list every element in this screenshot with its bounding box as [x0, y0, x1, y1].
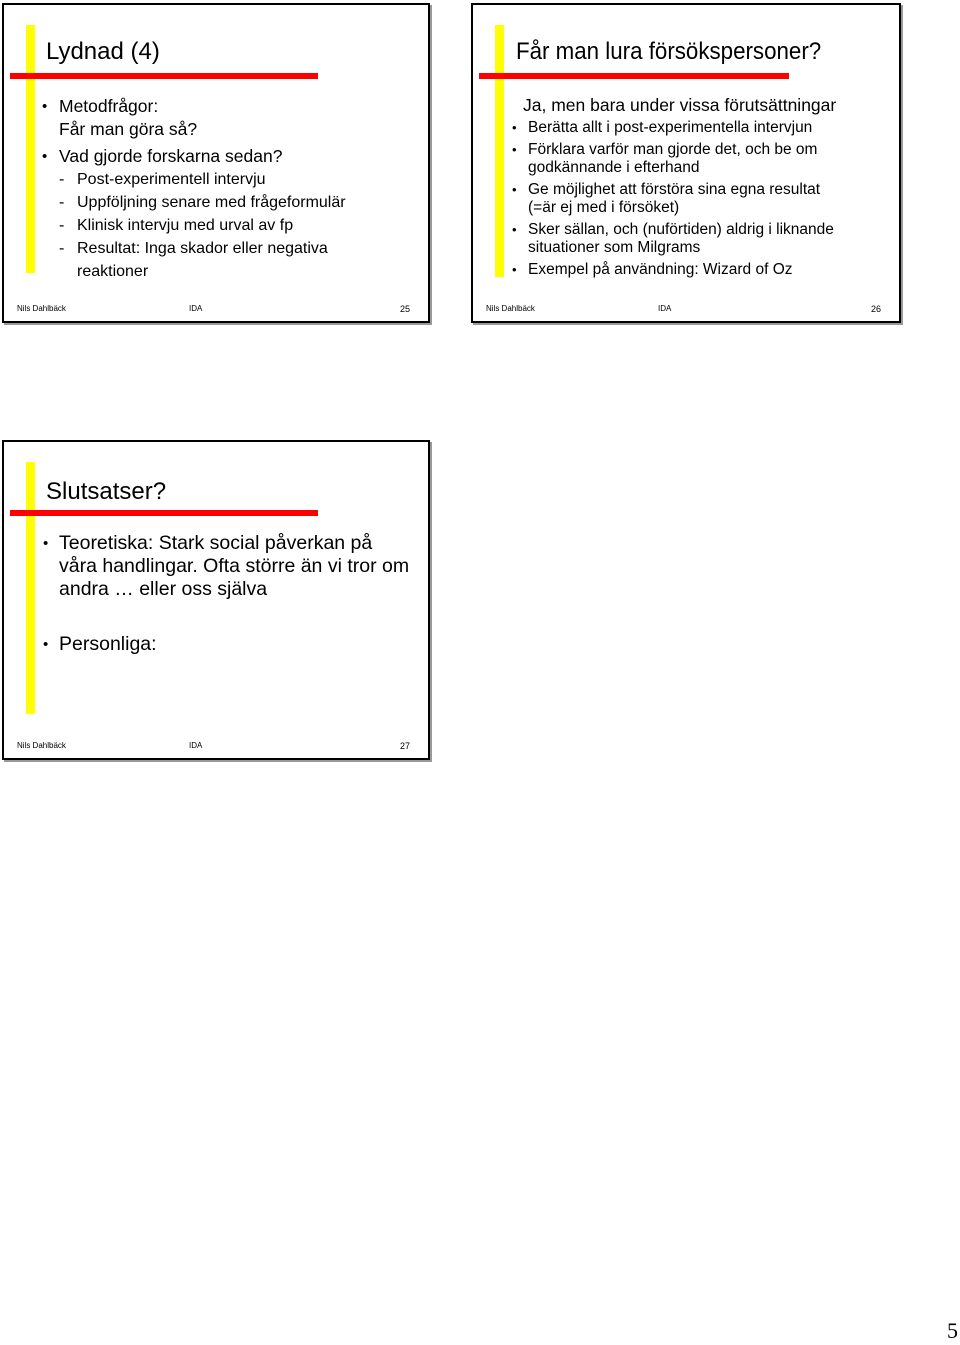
accent-bar-horizontal [10, 510, 318, 516]
sub-item-text: Resultat: Inga skador eller negativa [77, 240, 328, 257]
bullet-text: våra handlingar. Ofta större än vi tror om [59, 555, 410, 577]
slide-title: Får man lura försökspersoner? [516, 38, 822, 65]
dash-icon: - [59, 240, 65, 257]
footer-author: Nils Dahlbäck [17, 741, 66, 750]
bullet-icon: • [43, 535, 49, 552]
bullet-item [512, 181, 888, 217]
sub-item [59, 237, 419, 283]
footer-dept: IDA [189, 304, 203, 313]
slide-number: 27 [399, 741, 410, 751]
slide-subtitle: Ja, men bara under vissa förutsättningar [523, 95, 837, 115]
slide-number: 25 [399, 304, 410, 314]
sub-item [59, 191, 419, 214]
sub-item-text: reaktioner [77, 263, 149, 280]
bullet-item [43, 532, 419, 601]
dash-icon: - [59, 194, 65, 211]
bullet-item [512, 261, 888, 279]
slide-footer [473, 304, 899, 316]
slide-26 [471, 3, 901, 323]
bullet-icon: • [42, 148, 48, 165]
bullet-icon: • [512, 142, 517, 157]
bullet-text: Vad gjorde forskarna sedan? [59, 146, 283, 166]
sub-item-text: Post-experimentell intervju [77, 171, 266, 188]
slide-body [43, 532, 419, 656]
slide-title: Lydnad (4) [46, 38, 160, 65]
bullet-text: andra … eller oss själva [59, 578, 268, 600]
bullet-item [512, 119, 888, 137]
slide-25 [2, 3, 430, 323]
bullet-icon: • [512, 182, 517, 197]
slide-title: Slutsatser? [46, 478, 167, 505]
bullet-icon: • [43, 636, 49, 653]
bullet-text: Personliga: [59, 633, 157, 655]
slide-number: 26 [870, 304, 881, 314]
bullet-text: Sker sällan, och (nuförtiden) aldrig i liknande [528, 221, 834, 238]
page-number: 5 [947, 1318, 958, 1343]
bullet-item [43, 633, 419, 656]
accent-bar-vertical [26, 462, 35, 714]
accent-bar-horizontal [10, 73, 318, 79]
bullet-item [42, 145, 419, 168]
bullet-text: Förklara varför man gjorde det, och be om [528, 141, 818, 158]
bullet-text: Exempel på användning: Wizard of Oz [528, 261, 793, 278]
dash-icon: - [59, 171, 65, 188]
bullet-text: (=är ej med i försöket) [528, 199, 680, 216]
bullet-text: situationer som Milgrams [528, 239, 701, 256]
slide-body [512, 119, 888, 279]
footer-author: Nils Dahlbäck [17, 304, 66, 313]
slide-footer [4, 741, 428, 753]
bullet-icon: • [512, 120, 517, 135]
accent-bar-vertical [495, 25, 504, 277]
slide-27 [2, 440, 430, 760]
dash-icon: - [59, 217, 65, 234]
footer-author: Nils Dahlbäck [486, 304, 535, 313]
bullet-icon: • [42, 98, 48, 115]
slide-footer [4, 304, 428, 316]
bullet-text: Metodfrågor: [59, 96, 159, 116]
bullet-text: Får man göra så? [59, 119, 198, 139]
bullet-text: godkännande i efterhand [528, 159, 700, 176]
bullet-item [512, 221, 888, 257]
bullet-item [42, 95, 419, 141]
sub-item-text: Uppföljning senare med frågeformulär [77, 194, 346, 211]
bullet-item [512, 141, 888, 177]
accent-bar-horizontal [479, 73, 789, 79]
sub-item-text: Klinisk intervju med urval av fp [77, 217, 294, 234]
bullet-text: Teoretiska: Stark social påverkan på [59, 532, 373, 554]
footer-dept: IDA [658, 304, 672, 313]
bullet-text: Berätta allt i post-experimentella intervjun [528, 119, 813, 136]
bullet-text: Ge möjlighet att förstöra sina egna resultat [528, 181, 821, 198]
footer-dept: IDA [189, 741, 203, 750]
sub-item [59, 214, 419, 237]
sub-item [59, 168, 419, 191]
accent-bar-vertical [26, 25, 35, 273]
bullet-icon: • [512, 222, 517, 237]
bullet-icon: • [512, 262, 517, 277]
slide-body [42, 95, 419, 283]
